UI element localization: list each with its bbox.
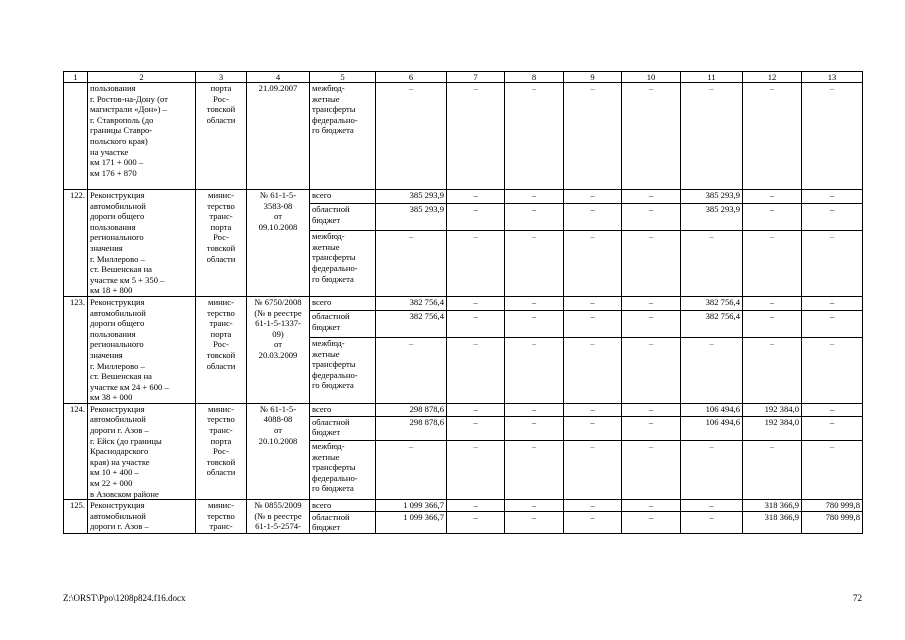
value-cell: –: [622, 403, 681, 416]
object-name-cell: Реконструкция автомобильной дороги г. Азов –: [88, 500, 196, 534]
value-cell: –: [376, 440, 447, 499]
table-row: [64, 190, 863, 204]
value-cell: –: [743, 440, 802, 499]
value-cell: 318 366,9: [743, 511, 802, 533]
value-cell: –: [802, 190, 863, 204]
value-cell: –: [505, 231, 564, 297]
value-cell: –: [564, 311, 622, 338]
value-cell: –: [802, 204, 863, 231]
file-path-footer: Z:\ORST\Ppo\1208p824.f16.docx: [63, 593, 186, 603]
value-cell: 385 293,9: [681, 190, 743, 204]
funding-type-cell: областной бюджет: [310, 311, 376, 338]
value-cell: –: [802, 296, 863, 310]
value-cell: 382 756,4: [681, 296, 743, 310]
value-cell: –: [622, 416, 681, 440]
value-cell: –: [447, 440, 505, 499]
value-cell: –: [743, 296, 802, 310]
value-cell: –: [743, 83, 802, 190]
value-cell: –: [802, 440, 863, 499]
column-header: 2: [88, 72, 196, 83]
document-cell: № 6750/2008 (№ в реестре 61-1-5-1337- 09) от 20.03.2009: [247, 296, 310, 403]
value-cell: –: [447, 403, 505, 416]
organization-cell: минис- терство транс- порта Рос- товской области: [196, 190, 247, 297]
value-cell: –: [802, 83, 863, 190]
object-name-cell: Реконструкция автомобильной дороги общего пользования регионального значения г. Миллерово – ст. Вешенская на участке км 5 + 350 – км 18 + 800: [88, 190, 196, 297]
value-cell: –: [681, 83, 743, 190]
document-cell: 21.09.2007: [247, 83, 310, 190]
value-cell: –: [505, 204, 564, 231]
row-number-cell: 124.: [64, 403, 88, 499]
organization-cell: минис- терство транс-: [196, 500, 247, 534]
value-cell: –: [564, 500, 622, 512]
value-cell: –: [681, 511, 743, 533]
value-cell: –: [505, 440, 564, 499]
object-name-cell: пользования г. Ростов-на-Дону (от магистрали «Дон») – г. Ставрополь (до границы Ставро- польского края) на участке км 171 + 000 – км 176 + 870: [88, 83, 196, 190]
value-cell: –: [447, 231, 505, 297]
row-number-cell: 123.: [64, 296, 88, 403]
column-header: 12: [743, 72, 802, 83]
value-cell: –: [447, 190, 505, 204]
value-cell: –: [564, 440, 622, 499]
table-header-row: [64, 72, 863, 83]
table-row: [64, 403, 863, 416]
value-cell: –: [743, 204, 802, 231]
value-cell: –: [505, 296, 564, 310]
value-cell: –: [447, 296, 505, 310]
value-cell: 318 366,9: [743, 500, 802, 512]
value-cell: –: [505, 311, 564, 338]
value-cell: –: [447, 338, 505, 404]
row-number-cell: 122.: [64, 190, 88, 297]
value-cell: –: [505, 403, 564, 416]
value-cell: –: [622, 500, 681, 512]
value-cell: –: [564, 296, 622, 310]
value-cell: 385 293,9: [681, 204, 743, 231]
value-cell: –: [622, 231, 681, 297]
value-cell: 106 494,6: [681, 416, 743, 440]
organization-cell: минис- терство транс- порта Рос- товской области: [196, 296, 247, 403]
funding-type-cell: всего: [310, 403, 376, 416]
column-header: 8: [505, 72, 564, 83]
value-cell: –: [447, 500, 505, 512]
value-cell: 298 878,6: [376, 416, 447, 440]
value-cell: –: [743, 231, 802, 297]
funding-type-cell: областной бюджет: [310, 511, 376, 533]
value-cell: –: [564, 338, 622, 404]
value-cell: –: [681, 231, 743, 297]
value-cell: –: [564, 204, 622, 231]
value-cell: 382 756,4: [376, 296, 447, 310]
value-cell: 298 878,6: [376, 403, 447, 416]
value-cell: –: [802, 311, 863, 338]
value-cell: –: [802, 403, 863, 416]
value-cell: –: [622, 204, 681, 231]
value-cell: –: [564, 190, 622, 204]
column-header: 10: [622, 72, 681, 83]
funding-type-cell: областной бюджет: [310, 204, 376, 231]
funding-type-cell: межбюд- жетные трансферты федерально- го бюджета: [310, 83, 376, 190]
value-cell: –: [802, 231, 863, 297]
value-cell: –: [505, 511, 564, 533]
value-cell: –: [802, 338, 863, 404]
value-cell: –: [447, 511, 505, 533]
value-cell: –: [622, 440, 681, 499]
value-cell: –: [505, 190, 564, 204]
value-cell: –: [447, 311, 505, 338]
table-row-continued: [64, 83, 863, 190]
budget-table: [63, 71, 863, 534]
object-name-cell: Реконструкция автомобильной дороги общего пользования регионального значения г. Миллерово – ст. Вешенская на участке км 24 + 600 – км 38 + 000: [88, 296, 196, 403]
column-header: 5: [310, 72, 376, 83]
table-row: [64, 500, 863, 512]
value-cell: –: [802, 416, 863, 440]
column-header: 6: [376, 72, 447, 83]
value-cell: –: [622, 190, 681, 204]
column-header: 1: [64, 72, 88, 83]
value-cell: 106 494,6: [681, 403, 743, 416]
value-cell: 382 756,4: [681, 311, 743, 338]
value-cell: –: [681, 500, 743, 512]
funding-type-cell: всего: [310, 500, 376, 512]
value-cell: 192 384,0: [743, 403, 802, 416]
value-cell: 780 999,8: [802, 511, 863, 533]
value-cell: –: [681, 338, 743, 404]
value-cell: –: [564, 83, 622, 190]
column-header: 9: [564, 72, 622, 83]
object-name-cell: Реконструкция автомобильной дороги г. Азов – г. Ейск (до границы Краснодарского края) на участке км 10 + 400 – км 22 + 000 в Азовском районе: [88, 403, 196, 499]
value-cell: –: [743, 311, 802, 338]
column-header: 7: [447, 72, 505, 83]
value-cell: –: [564, 416, 622, 440]
value-cell: 385 293,9: [376, 190, 447, 204]
funding-type-cell: межбюд- жетные трансферты федерально- го бюджета: [310, 440, 376, 499]
value-cell: –: [622, 311, 681, 338]
value-cell: 1 099 366,7: [376, 500, 447, 512]
value-cell: –: [622, 83, 681, 190]
funding-type-cell: межбюд- жетные трансферты федерально- го бюджета: [310, 338, 376, 404]
value-cell: –: [622, 511, 681, 533]
column-header: 13: [802, 72, 863, 83]
funding-type-cell: всего: [310, 296, 376, 310]
value-cell: 192 384,0: [743, 416, 802, 440]
value-cell: 780 999,8: [802, 500, 863, 512]
row-number-cell: 125.: [64, 500, 88, 534]
value-cell: –: [447, 416, 505, 440]
value-cell: 382 756,4: [376, 311, 447, 338]
value-cell: –: [622, 296, 681, 310]
column-header: 4: [247, 72, 310, 83]
value-cell: –: [376, 338, 447, 404]
value-cell: –: [681, 440, 743, 499]
value-cell: –: [376, 83, 447, 190]
value-cell: –: [564, 403, 622, 416]
value-cell: 1 099 366,7: [376, 511, 447, 533]
value-cell: –: [564, 511, 622, 533]
value-cell: –: [505, 83, 564, 190]
value-cell: –: [505, 338, 564, 404]
column-header: 11: [681, 72, 743, 83]
funding-type-cell: областной бюджет: [310, 416, 376, 440]
value-cell: –: [447, 83, 505, 190]
funding-type-cell: всего: [310, 190, 376, 204]
document-cell: № 61-1-5- 4088-08 от 20.10.2008: [247, 403, 310, 499]
value-cell: –: [447, 204, 505, 231]
value-cell: –: [743, 190, 802, 204]
page-number: 72: [853, 593, 862, 603]
value-cell: –: [505, 416, 564, 440]
document-cell: № 0855/2009 (№ в реестре 61-1-5-2574-: [247, 500, 310, 534]
organization-cell: минис- терство транс- порта Рос- товской области: [196, 403, 247, 499]
table-row: [64, 296, 863, 310]
organization-cell: порта Рос- товской области: [196, 83, 247, 190]
value-cell: –: [564, 231, 622, 297]
value-cell: 385 293,9: [376, 204, 447, 231]
value-cell: –: [376, 231, 447, 297]
column-header: 3: [196, 72, 247, 83]
row-number-cell: [64, 83, 88, 190]
funding-type-cell: межбюд- жетные трансферты федерально- го бюджета: [310, 231, 376, 297]
value-cell: –: [505, 500, 564, 512]
value-cell: –: [743, 338, 802, 404]
document-cell: № 61-1-5- 3583-08 от 09.10.2008: [247, 190, 310, 297]
value-cell: –: [622, 338, 681, 404]
